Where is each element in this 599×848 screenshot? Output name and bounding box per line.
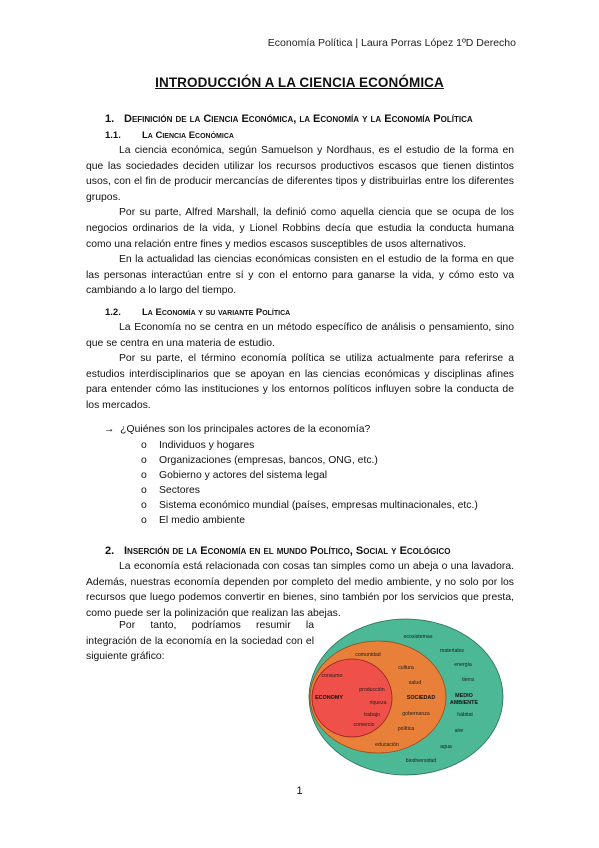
- paragraph: En la actualidad las ciencias económicas consisten en el estudio de la forma en que las personas interactúan entre sí y con el entorno para ganarse la vida, y cómo esto va cambiando a lo largo del tiempo.: [86, 254, 514, 297]
- society-word: gobernanza: [402, 711, 430, 717]
- page-header: Economía Política | Laura Porras López 1ºD Derecho: [267, 37, 516, 49]
- environment-word: hábitat: [457, 712, 473, 718]
- actors-question: [104, 424, 370, 435]
- paragraph: Por su parte, Alfred Marshall, la definió como aquella ciencia que se ocupa de los negocios ordinarios de la vida, y Lionel Robbins decía que estudia la conducta humana como una relación entre fines y medios escasos susceptibles de usos alternativos.: [86, 207, 514, 250]
- environment-word: materiales: [440, 648, 464, 654]
- environment-word: tierra: [462, 677, 474, 683]
- society-label: SOCIEDAD: [406, 695, 436, 701]
- actors-list: [141, 438, 478, 528]
- bullet-circle-icon: o: [141, 500, 147, 511]
- society-word: cultura: [398, 665, 414, 671]
- paragraph: La ciencia económica, según Samuelson y Nordhaus, es el estudio de la forma en que las sociedades deciden utilizar los recursos productivos escasos que tienen distintos usos, con el fin de producir mercancías de diferentes tipos y distribuirlas entre los diferentes grupos.: [86, 145, 514, 203]
- environment-word: energía: [454, 662, 472, 668]
- list-item: o Individuos y hogares: [141, 440, 255, 451]
- bullet-circle-icon: o: [141, 470, 147, 481]
- list-item: o Gobierno y actores del sistema legal: [141, 470, 328, 481]
- society-word: salud: [408, 680, 422, 686]
- bullet-circle-icon: o: [141, 455, 147, 466]
- page-number: 1: [296, 785, 303, 797]
- economy-word: comercio: [353, 722, 375, 728]
- section-2-title: Inserción de la Economía en el mundo Político, Social y Ecológico: [124, 545, 451, 557]
- environment-word: biodiversidad: [405, 758, 437, 764]
- paragraph: La Economía no se centra en un método específico de análisis o pensamiento, sino que se centra en una materia de estudio.: [86, 322, 514, 349]
- environment-label-line-2: AMBIENTE: [449, 700, 479, 706]
- subsection-1-2-title: La Economía y su variante Política: [142, 307, 291, 318]
- economy-label: ECONOMY: [315, 695, 343, 701]
- environment-word: ecosistemas: [403, 634, 433, 640]
- section-1-number: 1.: [105, 113, 115, 125]
- society-word: comunidad: [355, 652, 381, 658]
- arrow-icon: →: [104, 424, 115, 435]
- subsection-1-2-number: 1.2.: [105, 307, 121, 318]
- environment-word: aire: [454, 728, 464, 734]
- paragraph: La economía está relacionada con cosas tan simples como un abeja o una lavadora. Además, nuestras economía dependen por completo del medio ambiente, y no solo por los recursos que luego podemos convertir en bienes, sino también por los servicios que presta, como puede ser la polinización que realizan las abejas.: [86, 561, 514, 619]
- society-word: política: [397, 726, 415, 732]
- paragraph: Por tanto, podríamos resumir la integración de la economía en la sociedad con el siguiente gráfico:: [86, 620, 314, 663]
- list-item: o Organizaciones (empresas, bancos, ONG, etc.): [141, 455, 378, 466]
- section-2-diagram-intro: [86, 618, 314, 665]
- subsection-1-2-heading: [105, 307, 290, 318]
- subsection-1-2-body: [86, 320, 514, 414]
- economy-society-environment-diagram: [308, 618, 504, 776]
- section-1-heading: [105, 113, 473, 125]
- list-item: o Sectores: [141, 485, 201, 496]
- bullet-circle-icon: o: [141, 440, 147, 451]
- economy-word: riqueza: [369, 700, 387, 706]
- economy-word: producción: [359, 687, 385, 693]
- subsection-1-1-body: [86, 143, 514, 299]
- economy-word: trabajo: [364, 712, 380, 718]
- subsection-1-1-number: 1.1.: [105, 130, 121, 141]
- actors-question-text: ¿Quiénes son los principales actores de la economía?: [120, 424, 371, 435]
- section-2-number: 2.: [105, 545, 115, 557]
- society-word: educación: [375, 742, 399, 748]
- section-1-title: Definición de la Ciencia Económica, la Economía y la Economía Política: [124, 113, 473, 125]
- environment-word: agua: [440, 744, 452, 750]
- document-title: INTRODUCCIÓN A LA CIENCIA ECONÓMICA: [155, 75, 444, 90]
- list-item: o Sistema económico mundial (países, empresas multinacionales, etc.): [141, 500, 478, 511]
- bullet-circle-icon: o: [141, 485, 147, 496]
- bullet-circle-icon: o: [141, 515, 147, 526]
- paragraph: Por su parte, el término economía política se utiliza actualmente para referirse a estudios interdisciplinarios que se apoyan en las ciencias económicas y disciplinas afines para entender cómo las instituciones y los entornos políticos influyen sobre la conducta de los mercados.: [86, 353, 514, 411]
- economy-word: consumo: [321, 673, 343, 679]
- section-2-heading: [105, 545, 450, 557]
- subsection-1-1-title: La Ciencia Económica: [142, 130, 234, 141]
- list-item: o El medio ambiente: [141, 515, 246, 526]
- environment-label-line-1: MEDIO: [455, 693, 473, 699]
- subsection-1-1-heading: [105, 130, 234, 141]
- section-2-body: [86, 559, 514, 621]
